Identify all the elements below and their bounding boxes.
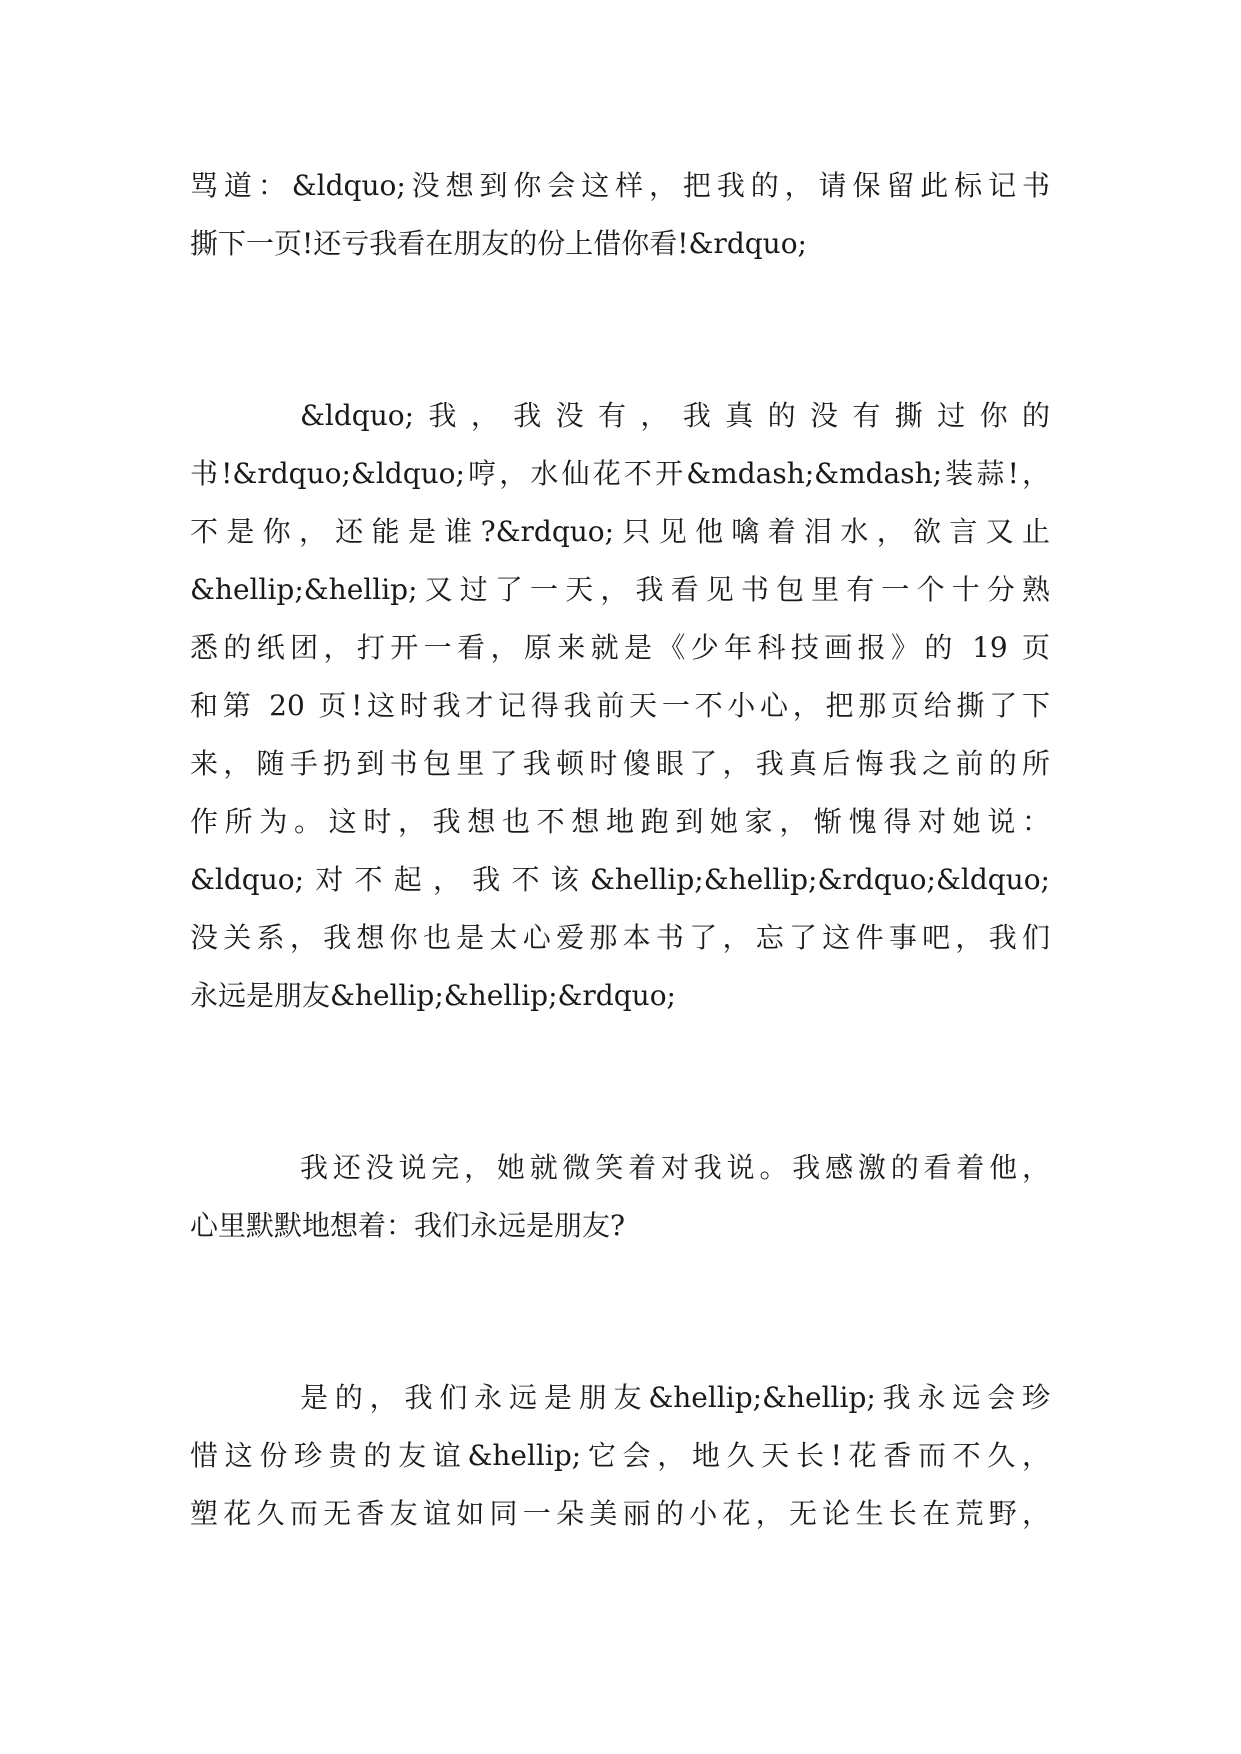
text-line: 塑花久而无香友谊如同一朵美丽的小花，无论生长在荒野， [190,1497,1050,1530]
text-line: &ldquo;我，我没有，我真的没有撕过你的 [300,399,1050,432]
text-line: 和第 20 页!这时我才记得我前天一不小心，把那页给撕了下 [190,689,1050,722]
text-line: 悉的纸团，打开一看，原来就是《少年科技画报》的 19 页 [190,631,1050,664]
text-line: 我还没说完，她就微笑着对我说。我感激的看着他， [300,1151,1050,1184]
text-line: 作所为。这时，我想也不想地跑到她家，惭愧得对她说： [190,805,1050,838]
text-line: 没关系，我想你也是太心爱那本书了，忘了这件事吧，我们 [190,921,1050,954]
text-line: 惜这份珍贵的友谊&hellip;它会，地久天长!花香而不久， [190,1439,1050,1472]
text-line: 是的，我们永远是朋友&hellip;&hellip;我永远会珍 [300,1381,1050,1414]
text-line: 永远是朋友&hellip;&hellip;&rdquo; [190,979,676,1012]
text-line: 撕下一页!还亏我看在朋友的份上借你看!&rdquo; [190,227,807,260]
text-line: 骂道：&ldquo;没想到你会这样，把我的，请保留此标记书 [190,169,1050,202]
text-line: 来，随手扔到书包里了我顿时傻眼了，我真后悔我之前的所 [190,747,1050,780]
text-line: &ldquo;对不起，我不该&hellip;&hellip;&rdquo;&ldquo; [190,863,1050,896]
text-line: 书!&rdquo;&ldquo;哼，水仙花不开&mdash;&mdash;装蒜!， [190,457,1050,490]
text-line: 不是你，还能是谁?&rdquo;只见他噙着泪水，欲言又止 [190,515,1050,548]
text-line: &hellip;&hellip;又过了一天，我看见书包里有一个十分熟 [190,573,1050,606]
text-line: 心里默默地想着：我们永远是朋友? [190,1209,626,1242]
